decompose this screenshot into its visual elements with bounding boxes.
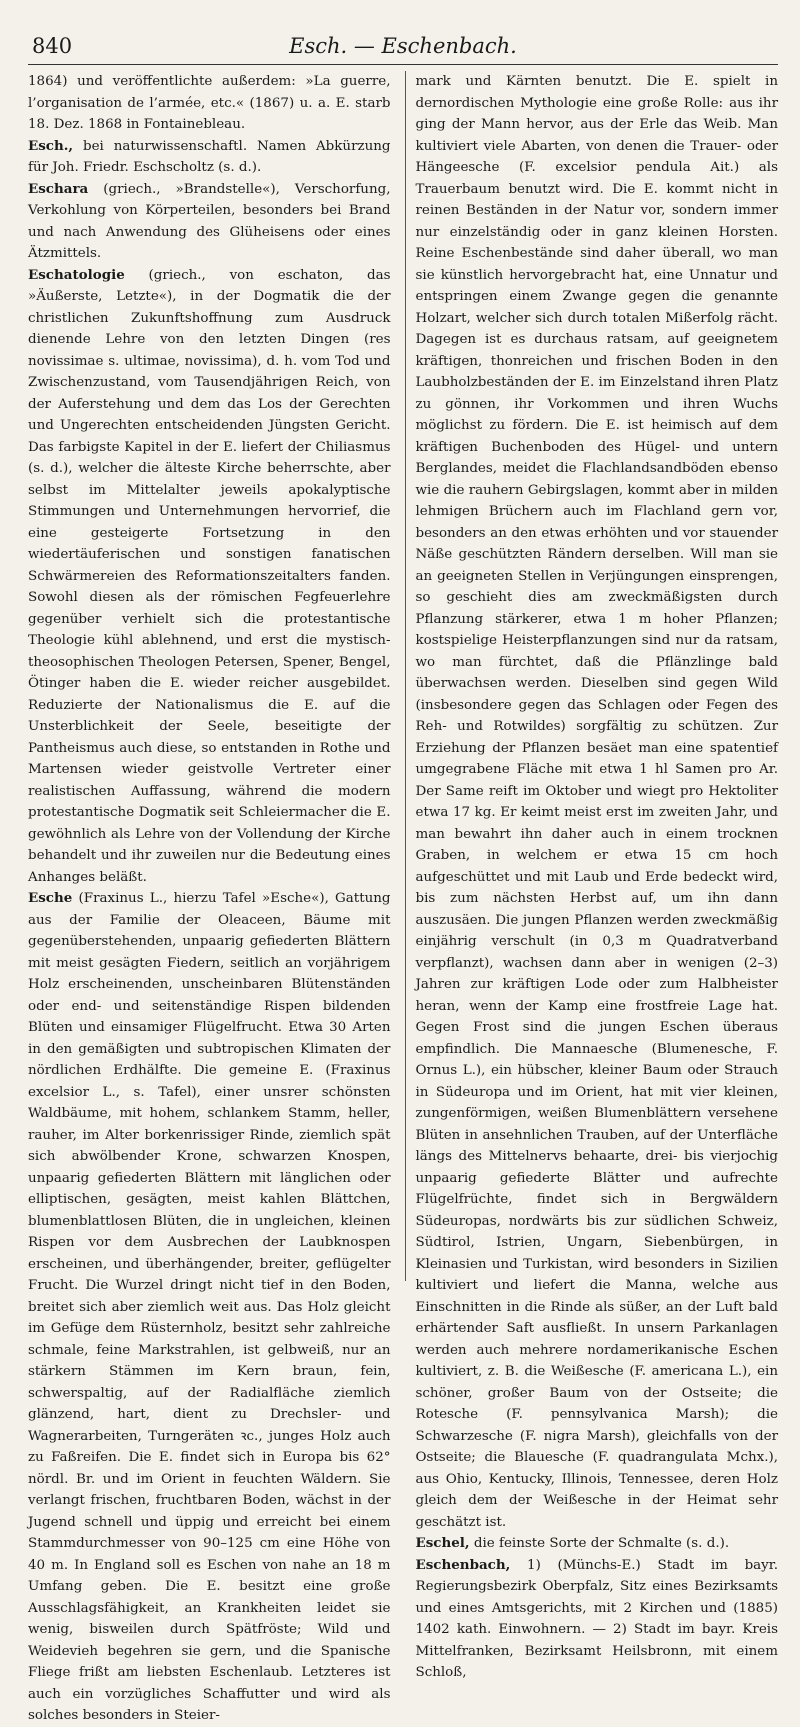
entry-paragraph [28,179,391,265]
page-number: 840 [32,34,73,58]
text-columns [28,71,778,1723]
entry-keyword: Esche [28,890,73,906]
entry-text: die feinste Sorte der Schmalte (s. d.). [469,1536,730,1551]
left-column [28,71,391,1723]
entry-text: (Fraxinus L., hierzu Tafel »Esche«), Gattung aus der Familie der Oleaceen, Bäume mit gegenüberstehenden, unpaarig gefiederten Blättern mit meist gesägten Fiedern, seitlich an vorjährigem Holz erscheinenden, unscheinbaren Blütenständen oder end- und seitenständige Rispen bildenden Blüten und einsamiger Flügelfrucht. Etwa 30 Arten in den gemäßigten und subtropischen Klimaten der nördlichen Erdhälfte. Die gemeine E. (Fraxinus excelsior L., s. Tafel), einer unsrer schönsten Waldbäume, mit hohem, schlankem Stamm, heller, rauher, im Alter borkenrissiger Rinde, ziemlich spät sich abwölbender Krone, schwarzen Knospen, unpaarig gefiederten Blättern mit länglichen oder elliptischen, gesägten, meist kahlen Blättchen, blumenblattlosen Blüten, die in ungleichen, kleinen Rispen vor dem Ausbrechen der Laubknospen erscheinen, und überhängender, breiter, geflügelter Frucht. Die Wurzel dringt nicht tief in den Boden, breitet sich aber ziemlich weit aus. Das Holz gleicht im Gefüge dem Rüsternholz, besitzt sehr zahlreiche schmale, feine Markstrahlen, ist gelbweiß, nur an stärkern Stämmen im Kern braun, fein, schwerspaltig, auf der Radialfläche ziemlich glänzend, hart, dient zu Drechsler- und Wagnerarbeiten, Turngeräten ꝛc., junges Holz auch zu Faßreifen. Die E. findet sich in Europa bis 62° nördl. Br. und im Orient in feuchten Wäldern. Sie verlangt frischen, fruchtbaren Boden, wächst in der Jugend schnell und üppig und erreicht bei einem Stammdurchmesser von 90–125 cm eine Höhe von 40 m. In England soll es Eschen von nahe an 18 m Umfang geben. Die E. besitzt eine große Ausschlagsfähigkeit, an Krankheiten leidet sie wenig, bisweilen durch Spätfröste; Wild und Weidevieh begehren sie gern, und die Spanische Fliege frißt am liebsten Eschenlaub. Letzteres ist auch ein vorzügliches Schaffutter und wird als solches besonders in Steier- [28,891,391,1723]
entry-paragraph [28,888,391,1727]
entry-text: mark und Kärnten benutzt. Die E. spielt in dernordischen Mythologie eine große Rolle: aus ihr ging der Mann hervor, aus der Erle das Weib. Man kultiviert viele Abarten, von denen die Trauer- oder Hängeesche (F. excelsior pendula Ait.) als Trauerbaum benutzt wird. Die E. kommt nicht in reinen Beständen in der Natur vor, sondern immer nur einzelständig oder in ganz kleinen Horsten. Reine Eschenbestände sind daher überall, wo man sie künstlich hervorgebracht hat, eine Unnatur und entspringen einem Zwange gegen die genannte Holzart, welcher sich durch totalen Mißerfolg rächt. Dagegen ist es durchaus ratsam, auf geeignetem kräftigen, thonreichen und frischen Boden in den Laubholzbeständen der E. im Einzelstand ihren Platz zu gönnen, ihr Vorkommen und ihren Wuchs möglichst zu fördern. Die E. ist heimisch auf dem kräftigen Buchenboden des Hügel- und untern Berglandes, meidet die Flachlandsandböden ebenso wie die rauhern Gebirgslagen, kommt aber in milden lehmigen Brüchern auch im Flachland gern vor, besonders an den etwas erhöhten und vor stauender Näße geschützten Rändern derselben. Will man sie an geeigneten Stellen in Verjüngungen einsprengen, so geschieht dies am zweckmäßigsten durch Pflanzung stärkerer, etwa 1 m hoher Pflanzen; kostspielige Heisterpflanzungen sind nur da ratsam, wo man fürchtet, daß die Pflänzlinge bald überwachsen werden. Dieselben sind gegen Wild (insbesondere gegen das Schlagen oder Fegen des Reh- und Rotwildes) sorgfältig zu schützen. Zur Erziehung der Pflanzen besäet man eine spatentief umgegrabene Fläche mit etwa 1 hl Samen pro Ar. Der Same reift im Oktober und wiegt pro Hektoliter etwa 17 kg. Er keimt meist erst im zweiten Jahr, und man bewahrt ihn daher auch in einem trocknen Graben, in welchem er etwa 15 cm hoch aufgeschüttet und mit Laub und Erde bedeckt wird, bis zum nächsten Herbst auf, um ihn dann auszusäen. Die jungen Pflanzen werden zweckmäßig einjährig verschult (in 0,3 m Quadratverband verpflanzt), wachsen dann aber in wenigen (2–3) Jahren zur kräftigen Lode oder zum Halbheister heran, wenn der Kamp eine frostfreie Lage hat. Gegen Frost sind die jungen Eschen überaus empfindlich. Die Mannaesche (Blumenesche, F. Ornus L.), ein hübscher, kleiner Baum oder Strauch in Südeuropa und im Orient, hat mit vier kleinen, zungenförmigen, weißen Blumenblättern versehene Blüten in ansehnlichen Trauben, auf der Unterfläche längs des Mittelnervs behaarte, drei- bis vierjochig unpaarig gefiederte Blätter und aufrechte Flügelfrüchte, findet sich in Bergwäldern Südeuropas, nordwärts bis zur südlichen Schweiz, Südtirol, Istrien, Ungarn, Siebenbürgen, in Kleinasien und Turkistan, wird besonders in Sizilien kultiviert und liefert die Manna, welche aus Einschnitten in die Rinde als süßer, an der Luft bald erhärtender Saft ausfließt. In unsern Parkanlagen werden auch mehrere nordamerikanische Eschen kultiviert, z. B. die Weißesche (F. americana L.), ein schöner, großer Baum von der Ostseite; die Rotesche (F. pennsylvanica Marsh); die Schwarzesche (F. nigra Marsh), gleichfalls von der Ostseite; die Blauesche (F. quadrangulata Mchx.), aus Ohio, Kentucky, Illinois, Tennessee, deren Holz gleich dem der Weißesche in der Heimat sehr geschätzt ist. [415,74,778,1530]
entry-keyword: Eschel, [415,1535,470,1551]
right-column [405,71,779,1680]
entry-paragraph [28,136,391,179]
entry-paragraph [28,71,391,136]
entry-text: bei naturwissenschaftl. Namen Abkürzung für Joh. Friedr. Eschscholtz (s. d.). [28,138,391,175]
entry-paragraph [416,1555,779,1684]
entry-keyword: Eschara [28,180,89,197]
entry-text: 1) (Münchs-E.) Stadt im bayr. Regierungsbezirk Oberpfalz, Sitz eines Bezirksamts und eines Amtsgerichts, mit 2 Kirchen und (1885) 1402 kath. Einwohnern. — 2) Stadt im bayr. Kreis Mittelfranken, Bezirksamt Heilsbronn, mit einem Schloß, [415,1557,778,1680]
page-header [28,30,778,65]
running-title: Esch. — Eschenbach. [289,34,517,58]
entry-keyword: Eschenbach, [415,1556,511,1573]
entry-text: (griech., »Brandstelle«), Verschorfung, Verkohlung von Körperteilen, besonders bei Brand und nach Anwendung des Glüheisens oder eines Ätzmittels. [28,181,391,261]
entry-paragraph [416,1533,779,1555]
entry-paragraph [416,71,779,1533]
entry-paragraph [28,265,391,889]
entry-keyword: Eschatologie [28,266,125,283]
entry-keyword: Esch., [28,137,74,154]
entry-text: 1864) und veröffentlichte außerdem: »La guerre, l’organisation de l’armée, etc.« (1867) u. a. E. starb 18. Dez. 1868 in Fontainebleau. [28,74,391,132]
entry-text: (griech., von eschaton, das »Äußerste, Letzte«), in der Dogmatik die der christlichen Zukunftshoffnung zum Ausdruck dienende Lehre von den letzten Dingen (res novissimae s. ultimae, novissima), d. h. vom Tod und Zwischenzustand, vom Tausendjährigen Reich, von der Auferstehung und dem das Los der Gerechten und Ungerechten entscheidenden Jüngsten Gericht. Das farbigste Kapitel in der E. liefert der Chiliasmus (s. d.), welcher die älteste Kirche beherrschte, aber selbst im Mittelalter jeweils apokalyptische Stimmungen und Unternehmungen hervorrief, die eine gesteigerte Fortsetzung in den wiedertäuferischen und sonstigen fanatischen Schwärmereien des Reformationszeitalters fanden. Sowohl diesen als der römischen Fegfeuerlehre gegenüber verhielt sich die protestantische Theologie kühl ablehnend, und erst die mystisch-theosophischen Theologen Petersen, Spener, Bengel, Ötinger haben die E. wieder reicher ausgebildet. Reduzierte der Nationalismus die E. auf die Unsterblichkeit der Seele, beseitigte der Pantheismus auch diese, so entstanden in Rothe und Martensen wieder geistvolle Vertreter einer realistischen Auffassung, während die modern protestantische Dogmatik seit Schleiermacher die E. gewöhnlich als Lehre von der Vollendung der Kirche behandelt und ihr zuweilen nur die Bedeutung eines Anhanges beläßt. [28,267,391,885]
